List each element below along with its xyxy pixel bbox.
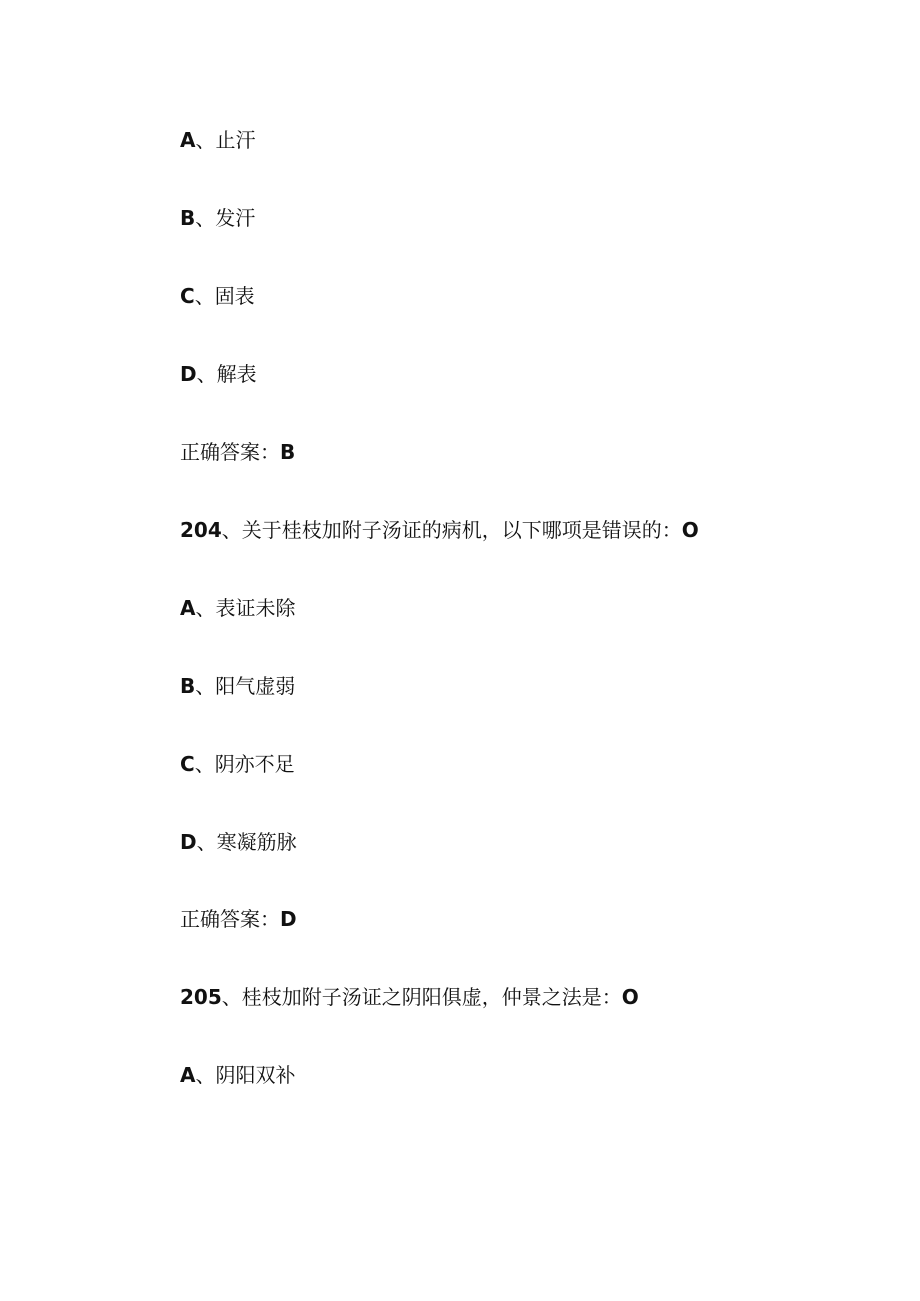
answer-label: 正确答案： — [180, 907, 280, 931]
option-separator: 、 — [195, 674, 216, 698]
option-letter: C — [180, 752, 195, 776]
option-letter: B — [180, 206, 196, 230]
q203-answer — [180, 440, 295, 464]
q204-answer — [180, 907, 297, 931]
option-text: 解表 — [216, 362, 257, 386]
option-separator: 、 — [196, 830, 217, 854]
question-number: 204 — [180, 518, 222, 542]
option-text: 发汗 — [215, 206, 256, 230]
q205-stem — [180, 985, 639, 1009]
option-text: 阴亦不足 — [214, 752, 295, 776]
q203-option-a — [180, 128, 255, 152]
option-text: 寒凝筋脉 — [216, 830, 297, 854]
question-blank: O — [681, 518, 699, 542]
option-text: 阴阳双补 — [215, 1063, 296, 1087]
option-text: 固表 — [214, 284, 255, 308]
option-separator: 、 — [195, 1063, 216, 1087]
q203-option-d — [180, 362, 257, 386]
option-separator: 、 — [195, 596, 216, 620]
question-text: 桂枝加附子汤证之阴阳俱虚，仲景之法是： — [241, 985, 622, 1009]
option-letter: C — [180, 284, 195, 308]
q204-option-c — [180, 752, 295, 776]
option-separator: 、 — [196, 362, 217, 386]
question-number: 205 — [180, 985, 222, 1009]
q204-option-d — [180, 830, 297, 854]
question-separator: 、 — [221, 985, 242, 1009]
q203-option-c — [180, 284, 255, 308]
answer-value: D — [280, 907, 297, 931]
option-letter: A — [180, 1063, 196, 1087]
option-text: 阳气虚弱 — [215, 674, 296, 698]
q204-stem — [180, 518, 699, 542]
option-separator: 、 — [194, 284, 215, 308]
question-text: 关于桂枝加附子汤证的病机，以下哪项是错误的： — [241, 518, 682, 542]
option-text: 止汗 — [215, 128, 256, 152]
q204-option-a — [180, 596, 295, 620]
option-letter: A — [180, 596, 196, 620]
q205-option-a — [180, 1063, 295, 1087]
answer-label: 正确答案： — [180, 440, 280, 464]
option-separator: 、 — [195, 128, 216, 152]
option-letter: B — [180, 674, 196, 698]
question-separator: 、 — [221, 518, 242, 542]
option-letter: D — [180, 362, 197, 386]
option-separator: 、 — [195, 206, 216, 230]
option-text: 表证未除 — [215, 596, 296, 620]
answer-value: B — [280, 440, 296, 464]
option-separator: 、 — [194, 752, 215, 776]
option-letter: A — [180, 128, 196, 152]
q203-option-b — [180, 206, 255, 230]
option-letter: D — [180, 830, 197, 854]
q204-option-b — [180, 674, 295, 698]
question-blank: O — [621, 985, 639, 1009]
